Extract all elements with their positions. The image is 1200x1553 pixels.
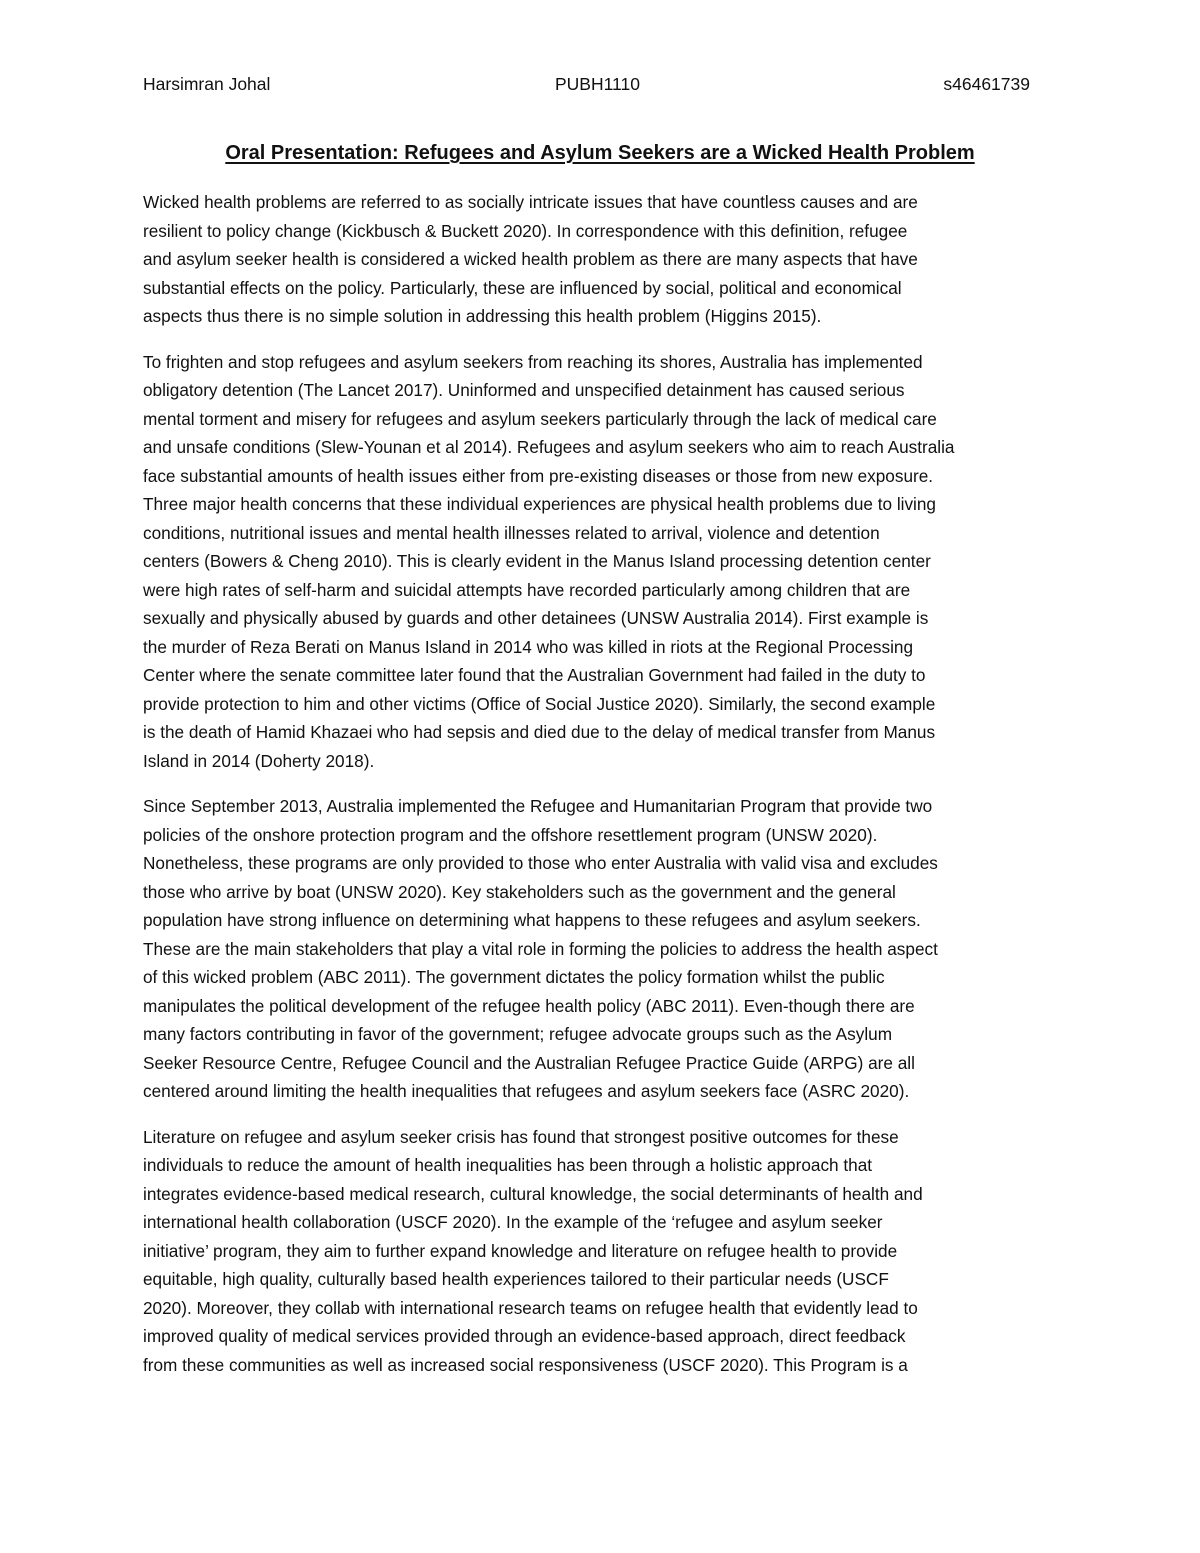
paragraph-line: Nonetheless, these programs are only provided to those who enter Australia with valid visa and excludes xyxy=(143,853,938,873)
paragraph-line: To frighten and stop refugees and asylum seekers from reaching its shores, Australia has implemented xyxy=(143,351,923,372)
paragraph-line: population have strong influence on determining what happens to these refugees and asylum seekers. xyxy=(143,910,921,930)
paragraph-1 xyxy=(143,188,1068,331)
paragraph-line: Literature on refugee and asylum seeker crisis has found that strongest positive outcomes for these xyxy=(143,1126,899,1147)
document-body xyxy=(143,188,1068,1396)
paragraph-line: manipulates the political development of the refugee health policy (ABC 2011). Even-though there are xyxy=(143,995,915,1016)
header-student-id: s46461739 xyxy=(943,74,1030,94)
paragraph-line: substantial effects on the policy. Particularly, these are influenced by social, political and economical xyxy=(143,277,902,298)
header-author: Harsimran Johal xyxy=(143,74,271,94)
paragraph-line: centered around limiting the health inequalities that refugees and asylum seekers face (ASRC 2020). xyxy=(143,1081,910,1101)
paragraph-line: sexually and physically abused by guards and other detainees (UNSW Australia 2014). First example is xyxy=(143,608,929,628)
page-header xyxy=(143,74,1030,100)
paragraph-line: centers (Bowers & Cheng 2010). This is clearly evident in the Manus Island processing detention center xyxy=(143,551,931,571)
paragraph-line: from these communities as well as increased social responsiveness (USCF 2020). This Program is a xyxy=(143,1354,908,1375)
paragraph-line: 2020). Moreover, they collab with international research teams on refugee health that evidently lead to xyxy=(143,1297,918,1318)
paragraph-line: international health collaboration (USCF 2020). In the example of the ‘refugee and asylum seeker xyxy=(143,1212,883,1232)
paragraph-line: were high rates of self-harm and suicidal attempts have recorded particularly among children that are xyxy=(143,579,911,600)
paragraph-line: Island in 2014 (Doherty 2018). xyxy=(143,750,375,771)
paragraph-line: the murder of Reza Berati on Manus Island in 2014 who was killed in riots at the Regional Processing xyxy=(143,636,914,657)
paragraph-4 xyxy=(143,1123,1068,1380)
document-title: Oral Presentation: Refugees and Asylum Seekers are a Wicked Health Problem xyxy=(225,142,975,164)
paragraph-line: conditions, nutritional issues and mental health illnesses related to arrival, violence and detention xyxy=(143,522,880,543)
paragraph-3 xyxy=(143,792,1068,1106)
paragraph-line: individuals to reduce the amount of health inequalities has been through a holistic approach that xyxy=(143,1155,873,1175)
header-course: PUBH1110 xyxy=(555,74,640,94)
paragraph-line: Wicked health problems are referred to as socially intricate issues that have countless causes and are xyxy=(143,192,918,212)
paragraph-line: provide protection to him and other victims (Office of Social Justice 2020). Similarly, the second example xyxy=(143,693,936,714)
paragraph-line: Seeker Resource Centre, Refugee Council and the Australian Refugee Practice Guide (ARPG) are all xyxy=(143,1052,915,1073)
paragraph-line: Three major health concerns that these individual experiences are physical health problems due to living xyxy=(143,494,936,514)
paragraph-2 xyxy=(143,348,1068,776)
paragraph-line: Center where the senate committee later found that the Australian Government had failed in the duty to xyxy=(143,665,926,685)
paragraph-line: Since September 2013, Australia implemented the Refugee and Humanitarian Program that provide two xyxy=(143,796,933,816)
paragraph-line: resilient to policy change (Kickbusch & Buckett 2020). In correspondence with this definition, refugee xyxy=(143,220,908,241)
paragraph-line: mental torment and misery for refugees and asylum seekers particularly through the lack of medical care xyxy=(143,408,937,429)
paragraph-line: equitable, high quality, culturally based health experiences tailored to their particular needs (USCF xyxy=(143,1269,889,1289)
paragraph-line: and unsafe conditions (Slew-Younan et al 2014). Refugees and asylum seekers who aim to reach Australia xyxy=(143,437,955,457)
paragraph-line: integrates evidence-based medical research, cultural knowledge, the social determinants of health and xyxy=(143,1183,923,1204)
paragraph-line: These are the main stakeholders that play a vital role in forming the policies to address the health aspect xyxy=(143,938,938,959)
paragraph-line: aspects thus there is no simple solution in addressing this health problem (Higgins 2015). xyxy=(143,306,822,326)
paragraph-line: obligatory detention (The Lancet 2017). Uninformed and unspecified detainment has caused serious xyxy=(143,380,905,400)
paragraph-line: face substantial amounts of health issues either from pre-existing diseases or those from new exposure. xyxy=(143,465,934,486)
paragraph-line: and asylum seeker health is considered a wicked health problem as there are many aspects that have xyxy=(143,249,918,269)
paragraph-line: improved quality of medical services provided through an evidence-based approach, direct feedback xyxy=(143,1326,906,1346)
paragraph-line: policies of the onshore protection program and the offshore resettlement program (UNSW 2020). xyxy=(143,824,878,845)
paragraph-line: initiative’ program, they aim to further expand knowledge and literature on refugee health to provide xyxy=(143,1240,898,1261)
paragraph-line: is the death of Hamid Khazaei who had sepsis and died due to the delay of medical transfer from Manus xyxy=(143,722,936,742)
paragraph-line: those who arrive by boat (UNSW 2020). Key stakeholders such as the government and the general xyxy=(143,881,896,902)
paragraph-line: many factors contributing in favor of the government; refugee advocate groups such as the Asylum xyxy=(143,1024,893,1044)
paragraph-line: of this wicked problem (ABC 2011). The government dictates the policy formation whilst the public xyxy=(143,967,885,987)
